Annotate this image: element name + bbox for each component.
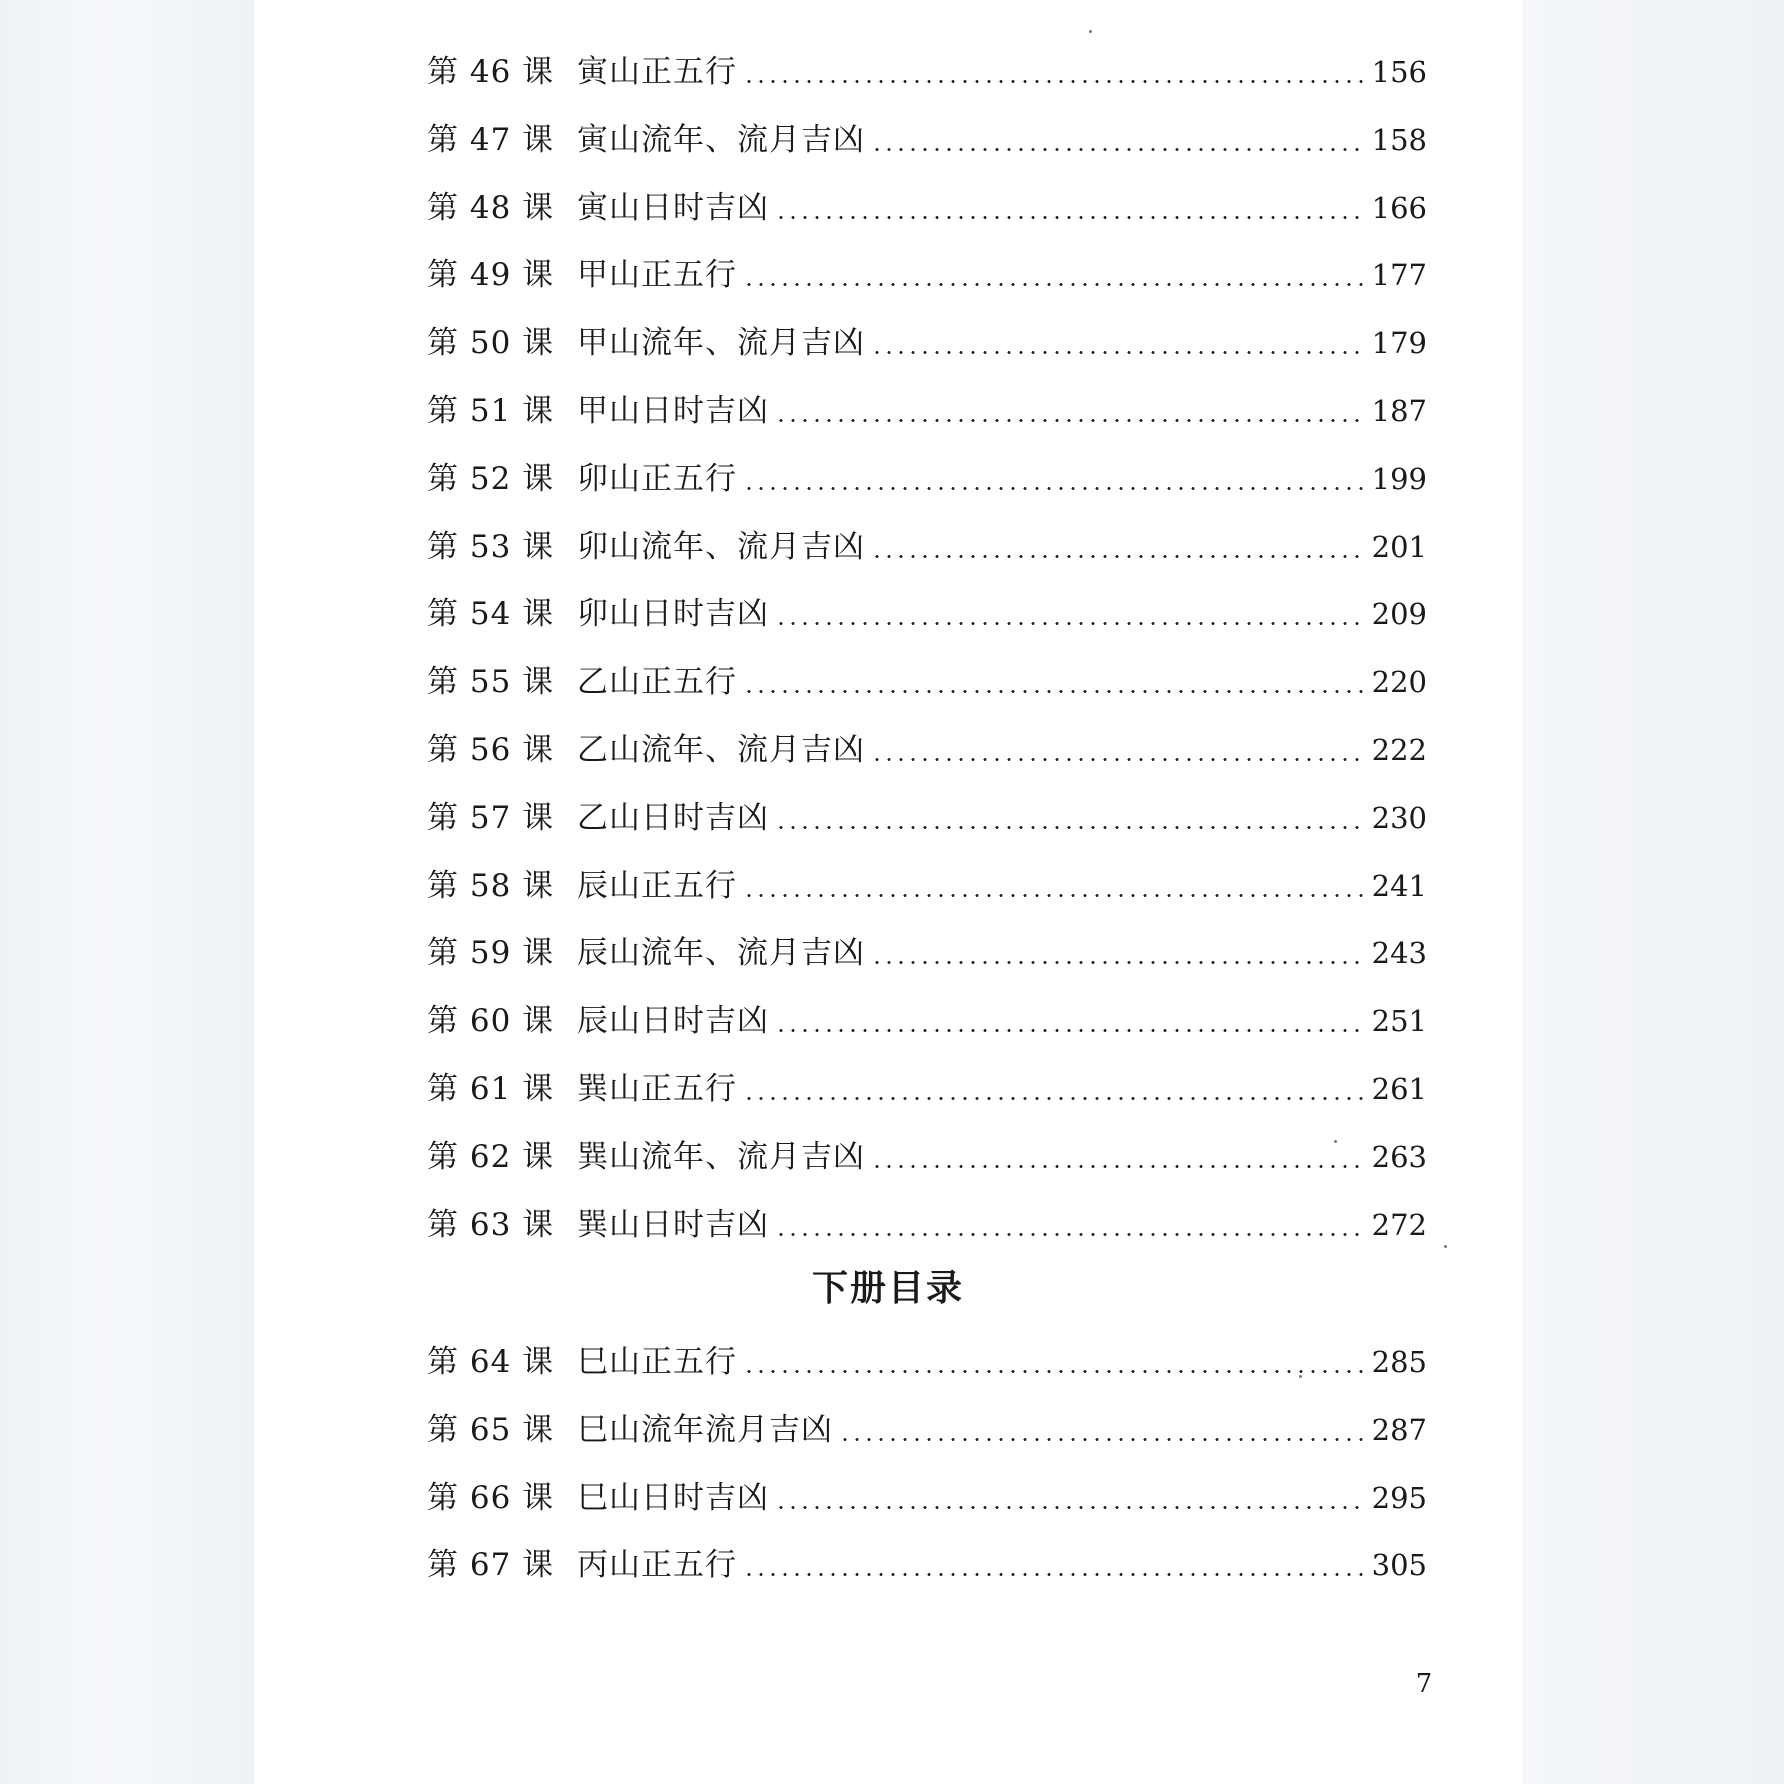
lesson-number: 第 61 课 xyxy=(427,1071,555,1107)
lesson-title: 巳山日时吉凶 xyxy=(577,1480,769,1516)
toc-entry[interactable] xyxy=(427,586,1427,634)
dot-leader xyxy=(871,1165,1366,1168)
toc-entry[interactable] xyxy=(427,993,1427,1041)
lesson-number: 第 46 课 xyxy=(427,54,555,90)
toc-entry[interactable] xyxy=(427,451,1427,499)
lesson-number: 第 53 课 xyxy=(427,529,555,565)
lesson-page-number: 243 xyxy=(1371,936,1427,970)
lesson-page-number: 177 xyxy=(1371,258,1427,292)
lesson-number: 第 50 课 xyxy=(427,325,555,361)
lesson-number: 第 64 课 xyxy=(427,1344,555,1380)
dot-leader xyxy=(743,894,1366,897)
toc-entry[interactable] xyxy=(427,790,1427,838)
scan-speck xyxy=(1334,1140,1337,1143)
lesson-number: 第 58 课 xyxy=(427,868,555,904)
lesson-page-number: 230 xyxy=(1371,801,1427,835)
lesson-page-number: 241 xyxy=(1371,869,1427,903)
lesson-page-number: 179 xyxy=(1371,326,1427,360)
lesson-number: 第 65 课 xyxy=(427,1412,555,1448)
lesson-page-number: 156 xyxy=(1371,55,1427,89)
lesson-number: 第 56 课 xyxy=(427,732,555,768)
lesson-number: 第 52 课 xyxy=(427,461,555,497)
dot-leader xyxy=(743,1097,1366,1100)
lesson-title: 丙山正五行 xyxy=(577,1547,737,1583)
scan-speck xyxy=(1299,1375,1302,1378)
lesson-number: 第 47 课 xyxy=(427,122,555,158)
dot-leader xyxy=(743,690,1366,693)
dot-leader xyxy=(775,622,1366,625)
toc-entry[interactable] xyxy=(427,1470,1427,1518)
lesson-title: 寅山流年、流月吉凶 xyxy=(577,122,865,158)
section-heading: 下册目录 xyxy=(811,1268,964,1309)
dot-leader xyxy=(775,1506,1366,1509)
lesson-title: 甲山日时吉凶 xyxy=(577,393,769,429)
scan-background-right xyxy=(1520,0,1784,1784)
dot-leader xyxy=(775,1029,1366,1032)
toc-entry[interactable] xyxy=(427,315,1427,363)
dot-leader xyxy=(775,419,1366,422)
lesson-title: 甲山正五行 xyxy=(577,257,737,293)
lesson-title: 巽山日时吉凶 xyxy=(577,1207,769,1243)
lesson-number: 第 57 课 xyxy=(427,800,555,836)
lesson-number: 第 49 课 xyxy=(427,257,555,293)
lesson-page-number: 220 xyxy=(1371,665,1427,699)
lesson-page-number: 201 xyxy=(1371,530,1427,564)
lesson-number: 第 63 课 xyxy=(427,1207,555,1243)
toc-entry[interactable] xyxy=(427,654,1427,702)
lesson-title: 寅山日时吉凶 xyxy=(577,190,769,226)
toc-entry[interactable] xyxy=(427,180,1427,228)
table-of-contents xyxy=(254,0,1522,1784)
lesson-title: 巳山正五行 xyxy=(577,1344,737,1380)
dot-leader xyxy=(871,148,1366,151)
lesson-title: 乙山流年、流月吉凶 xyxy=(577,732,865,768)
lesson-page-number: 166 xyxy=(1371,191,1427,225)
lesson-title: 卯山正五行 xyxy=(577,461,737,497)
toc-entry[interactable] xyxy=(427,247,1427,295)
lesson-number: 第 60 课 xyxy=(427,1003,555,1039)
lesson-title: 巳山流年流月吉凶 xyxy=(577,1412,833,1448)
lesson-title: 寅山正五行 xyxy=(577,54,737,90)
lesson-page-number: 187 xyxy=(1371,394,1427,428)
toc-entry[interactable] xyxy=(427,44,1427,92)
toc-entry[interactable] xyxy=(427,1061,1427,1109)
lesson-number: 第 48 课 xyxy=(427,190,555,226)
lesson-page-number: 158 xyxy=(1371,123,1427,157)
lesson-page-number: 295 xyxy=(1371,1481,1427,1515)
dot-leader xyxy=(743,1370,1366,1373)
dot-leader xyxy=(775,1233,1366,1236)
scan-speck xyxy=(1089,30,1092,33)
lesson-number: 第 54 课 xyxy=(427,596,555,632)
lesson-title: 乙山正五行 xyxy=(577,664,737,700)
lesson-title: 辰山日时吉凶 xyxy=(577,1003,769,1039)
dot-leader xyxy=(743,1573,1366,1576)
toc-entry[interactable] xyxy=(427,1129,1427,1177)
toc-entry[interactable] xyxy=(427,519,1427,567)
lesson-title: 巽山流年、流月吉凶 xyxy=(577,1139,865,1175)
toc-entry[interactable] xyxy=(427,722,1427,770)
toc-entry[interactable] xyxy=(427,925,1427,973)
lesson-number: 第 51 课 xyxy=(427,393,555,429)
scan-background-left xyxy=(0,0,255,1784)
lesson-number: 第 55 课 xyxy=(427,664,555,700)
lesson-title: 卯山流年、流月吉凶 xyxy=(577,529,865,565)
toc-entry[interactable] xyxy=(427,858,1427,906)
dot-leader xyxy=(743,283,1366,286)
dot-leader xyxy=(743,80,1366,83)
lesson-title: 辰山正五行 xyxy=(577,868,737,904)
dot-leader xyxy=(871,555,1366,558)
lesson-number: 第 62 课 xyxy=(427,1139,555,1175)
lesson-page-number: 199 xyxy=(1371,462,1427,496)
toc-entry[interactable] xyxy=(427,1402,1427,1450)
dot-leader xyxy=(775,826,1366,829)
dot-leader xyxy=(839,1438,1366,1441)
page-number: 7 xyxy=(1415,1669,1433,1699)
dot-leader xyxy=(871,961,1366,964)
lesson-title: 乙山日时吉凶 xyxy=(577,800,769,836)
lesson-page-number: 251 xyxy=(1371,1004,1427,1038)
scan-speck xyxy=(1444,1245,1447,1248)
lesson-title: 巽山正五行 xyxy=(577,1071,737,1107)
toc-entry[interactable] xyxy=(427,383,1427,431)
lesson-page-number: 263 xyxy=(1371,1140,1427,1174)
lesson-number: 第 67 课 xyxy=(427,1547,555,1583)
lesson-title: 卯山日时吉凶 xyxy=(577,596,769,632)
lesson-page-number: 222 xyxy=(1371,733,1427,767)
lesson-title: 甲山流年、流月吉凶 xyxy=(577,325,865,361)
dot-leader xyxy=(871,351,1366,354)
dot-leader xyxy=(743,487,1366,490)
lesson-number: 第 66 课 xyxy=(427,1480,555,1516)
lesson-page-number: 209 xyxy=(1371,597,1427,631)
toc-entry[interactable] xyxy=(427,1197,1427,1245)
lesson-number: 第 59 课 xyxy=(427,935,555,971)
document-page xyxy=(254,0,1522,1784)
lesson-page-number: 285 xyxy=(1371,1345,1427,1379)
lesson-page-number: 305 xyxy=(1371,1548,1427,1582)
lesson-page-number: 261 xyxy=(1371,1072,1427,1106)
lesson-page-number: 272 xyxy=(1371,1208,1427,1242)
toc-entry[interactable] xyxy=(427,1334,1427,1382)
lesson-title: 辰山流年、流月吉凶 xyxy=(577,935,865,971)
dot-leader xyxy=(775,216,1366,219)
toc-entry[interactable] xyxy=(427,1537,1427,1585)
toc-entry[interactable] xyxy=(427,112,1427,160)
dot-leader xyxy=(871,758,1366,761)
lesson-page-number: 287 xyxy=(1371,1413,1427,1447)
